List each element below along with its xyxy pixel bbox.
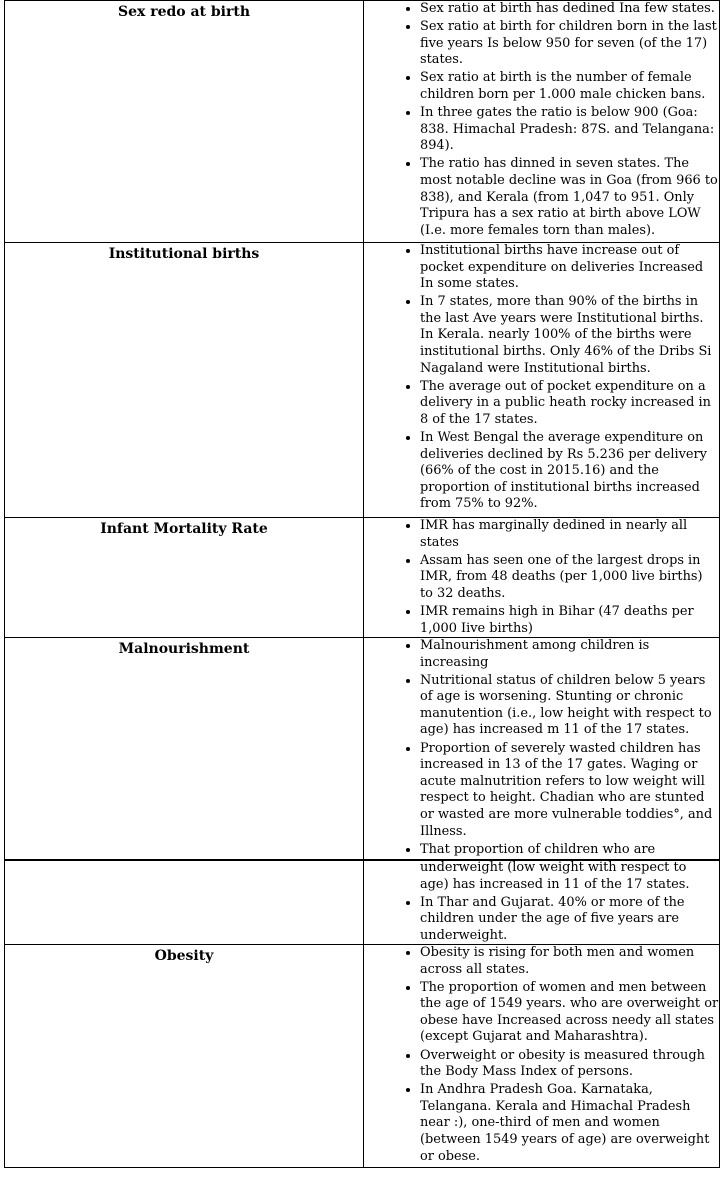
table-row-malnourishment (4, 638, 720, 860)
bullet-item: • IMR remains high in Bihar (47 deaths per 1,000 Iive births) (420, 604, 719, 637)
bullet-item: • That proportion of children who are (420, 842, 719, 859)
row-heading-cell (5, 1, 364, 242)
bullet-list (364, 945, 719, 1165)
bullet-item: • In three gates the ratio is below 900 (Goa: 838. Himachal Pradesh: 87S. and Telangana: 894). (420, 105, 719, 155)
bullet-item: • Obesity is rising for both men and women across all states. (420, 945, 719, 978)
row-content-cell (364, 1, 719, 242)
table-row-malnourishment-continued (4, 860, 720, 945)
bullet-item: • Nutritional status of children below 5 years of age is worsening. Stunting or chronic manutention (i.e., low height with respect to age) has increased m 11 of the 17 states. (420, 673, 719, 739)
bullet-list (364, 1, 719, 239)
row-content-cell (364, 861, 719, 944)
bullet-continuation (364, 861, 719, 893)
table-row-obesity (4, 945, 720, 1168)
bullet-item: • Sex ratio at birth for children born in the last five years Is below 950 for seven (of the 17) states. (420, 19, 719, 69)
row-heading-cell (5, 518, 364, 637)
row-content-cell (364, 518, 719, 637)
table-row-institutional-births (4, 243, 720, 518)
bullet-item: • In Andhra Pradesh Goa. Karnataka, Telangana. Kerala and Himachal Pradesh near :), one-third of men and women (between 1549 years of age) are overweight or obese. (420, 1082, 719, 1165)
bullet-item: • Institutional births have increase out of pocket expenditure on deliveries Increased In some states. (420, 243, 719, 293)
bullet-item: • Malnourishment among children is increasing (420, 638, 719, 671)
row-heading-cell (5, 638, 364, 859)
row-content-cell (364, 243, 719, 517)
bullet-item: • Proportion of severely wasted children has increased in 13 of the 17 gates. Waging or acute malnutrition refers to low weight will respect to height. Chadian who are stunted or wasted are more vulnerable toddies°, and Illness. (420, 741, 719, 841)
bullet-item: • The proportion of women and men between the age of 1549 years. who are overweight or obese have Increased across needy all states (except Gujarat and Maharashtra). (420, 980, 719, 1046)
bullet-item: • Sex ratio at birth is the number of female children born per 1.000 male chicken bans. (420, 70, 719, 103)
bullet-item: • In West Bengal the average expenditure on deliveries declined by Rs 5.236 per delivery (66% of the cost in 2015.16) and the proportion of institutional births increased from 75% to 92%. (420, 430, 719, 513)
bullet-item: • Assam has seen one of the largest drops in IMR, from 48 deaths (per 1,000 live births) to 32 deaths. (420, 553, 719, 603)
bullet-item: • Overweight or obesity is measured through the Body Mass Index of persons. (420, 1048, 719, 1081)
bullet-list (364, 638, 719, 858)
row-heading: Institutional births (108, 246, 260, 262)
bullet-item: • The average out of pocket expenditure on a delivery in a public heath rocky increased in 8 of the 17 states. (420, 379, 719, 429)
bullet-item: • The ratio has dinned in seven states. The most notable decline was in Goa (from 966 to 838), and Kerala (from 1,047 to 951. Only Tripura has a sex ratio at birth above LOW (I.e. more females torn than males). (420, 156, 719, 239)
row-heading-cell (5, 861, 364, 944)
table-row-sex-ratio (4, 0, 720, 243)
row-heading-cell (5, 243, 364, 517)
bullet-item: • IMR has marginally dedined in nearly all states (420, 518, 719, 551)
bullet-item: • Sex ratio at birth has dedined Ina few states. (420, 1, 719, 18)
table-row-infant-mortality (4, 518, 720, 638)
row-content-cell (364, 945, 719, 1167)
row-heading: Sex redo at birth (117, 4, 251, 20)
bullet-list (364, 243, 719, 513)
bullet-item: • In Thar and Gujarat. 40% or more of the children under the age of five years are underweight. (420, 895, 719, 944)
row-heading: Malnourishment (118, 641, 250, 657)
document-table (4, 0, 720, 1168)
row-heading: Obesity (154, 948, 214, 964)
bullet-list (364, 895, 719, 944)
bullet-item: • In 7 states, more than 90% of the births in the last Ave years were Institutional births. In Kerala. nearly 100% of the births were institutional births. Only 46% of the Dribs Si Nagaland were Institutional births. (420, 294, 719, 377)
bullet-continued-text: underweight (low weight with respect to age) has increased in 11 of the 17 states. (420, 861, 690, 892)
row-heading: Infant Mortality Rate (100, 521, 268, 537)
bullet-list (364, 518, 719, 637)
row-content-cell (364, 638, 719, 859)
row-heading-cell (5, 945, 364, 1167)
